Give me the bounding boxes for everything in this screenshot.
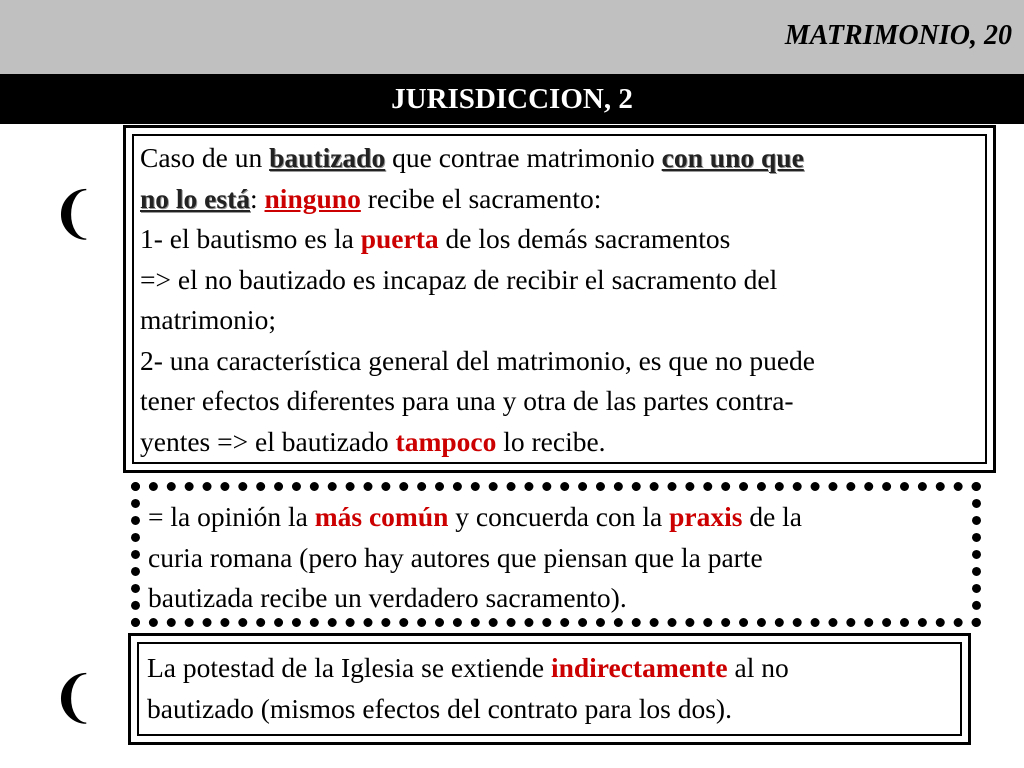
bullet-icon: ❨ bbox=[50, 181, 97, 246]
text-segment: yentes => el bautizado bbox=[140, 425, 396, 457]
text-line bbox=[140, 381, 985, 422]
text-segment: curia romana (pero hay autores que piensan que la parte bbox=[148, 541, 763, 573]
emphasis-text: con uno que bbox=[661, 142, 804, 173]
emphasis-text: puerta bbox=[360, 223, 439, 254]
emphasis-text: más común bbox=[314, 501, 449, 532]
text-line bbox=[147, 689, 962, 730]
emphasis-text: ninguno bbox=[264, 182, 361, 214]
text-segment: matrimonio; bbox=[140, 304, 276, 335]
text-line bbox=[140, 260, 985, 301]
text-segment: y concuerda con la bbox=[448, 501, 670, 532]
bullet-icon: ❨ bbox=[50, 665, 97, 730]
emphasis-text: praxis bbox=[669, 501, 743, 532]
text-segment: bautizada recibe un verdadero sacramento). bbox=[148, 582, 627, 613]
text-line bbox=[140, 422, 985, 463]
text-segment: que contrae matrimonio bbox=[385, 142, 662, 173]
text-segment: La potestad de la Iglesia se extiende bbox=[147, 652, 551, 683]
main-text bbox=[140, 138, 985, 462]
text-segment: 1- el bautismo es la bbox=[140, 223, 361, 254]
text-segment: recibe el sacramento: bbox=[360, 182, 602, 214]
slide-title: MATRIMONIO, 20 bbox=[784, 20, 1012, 51]
text-segment: : bbox=[250, 182, 265, 214]
text-segment: = la opinión la bbox=[148, 501, 315, 532]
emphasis-text: indirectamente bbox=[550, 652, 728, 683]
text-line bbox=[147, 648, 962, 689]
text-segment: Caso de un bbox=[140, 142, 270, 173]
text-segment: bautizado (mismos efectos del contrato para los dos). bbox=[147, 692, 732, 724]
text-segment: de la bbox=[742, 501, 802, 532]
text-line bbox=[140, 138, 985, 179]
slide-subtitle: JURISDICCION, 2 bbox=[391, 83, 633, 115]
text-line bbox=[148, 538, 968, 579]
text-line bbox=[148, 578, 968, 619]
text-segment: al no bbox=[727, 652, 789, 683]
text-line bbox=[140, 219, 985, 260]
text-line bbox=[140, 179, 985, 220]
text-segment: 2- una característica general del matrimonio, es que no puede bbox=[140, 344, 815, 376]
emphasis-text: bautizado bbox=[269, 142, 386, 173]
text-segment: de los demás sacramentos bbox=[438, 223, 731, 254]
emphasis-text: tampoco bbox=[395, 425, 497, 457]
text-line bbox=[140, 300, 985, 341]
emphasis-text: no lo está bbox=[140, 182, 250, 214]
text-segment: tener efectos diferentes para una y otra de las partes contra- bbox=[140, 385, 794, 416]
opinion-text bbox=[148, 497, 968, 619]
jurisdiction-text bbox=[147, 648, 962, 729]
text-segment: => el no bautizado es incapaz de recibir el sacramento del bbox=[140, 263, 778, 295]
text-line bbox=[148, 497, 968, 538]
text-segment: lo recibe. bbox=[496, 425, 606, 457]
text-line bbox=[140, 341, 985, 382]
